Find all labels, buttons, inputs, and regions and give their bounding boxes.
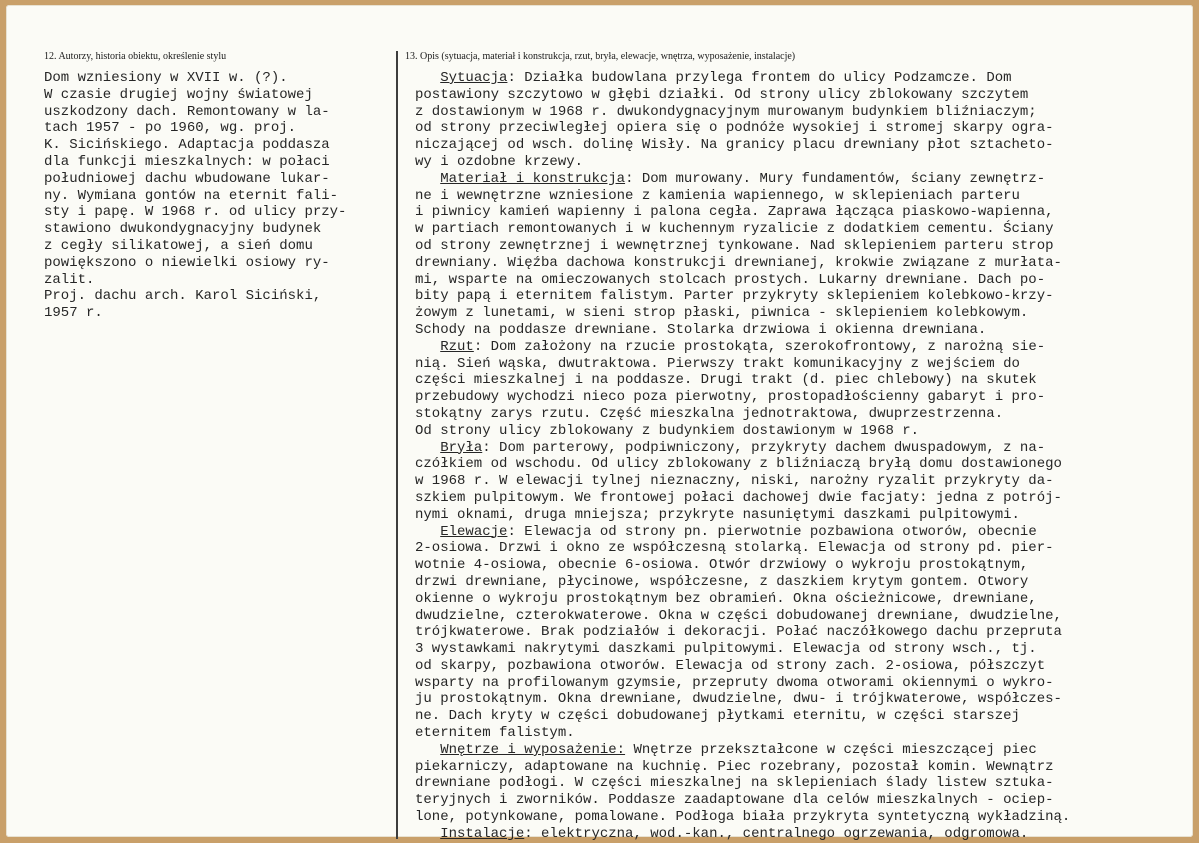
right-column-heading: 13. Opis (sytuacja, materiał i konstrukcja, rzut, bryła, elewacje, wnętrza, wyposażenie, instalacje) [405,51,796,62]
history-text [44,70,389,322]
section-label: Bryła [440,439,483,456]
text-line [415,826,1193,843]
text-line: południowej dachu wbudowane lukar- [44,170,330,187]
line-text: części mieszkalnej i na poddasze. Drugi trakt (d. piec chlebowy) na skutek [415,372,1037,389]
left-column [44,51,389,322]
text-line [415,423,1193,440]
line-text: postawiony szczytowo w głębi działki. Od strony ulicy zblokowany szczytem [415,86,1029,103]
text-line [415,221,1193,238]
text-line [415,339,1193,356]
text-line: dla funkcji mieszkalnych: w połaci [44,153,330,170]
text-line [415,440,1193,457]
text-line [415,204,1193,221]
text-line [415,171,1193,188]
line-text: czółkiem od wschodu. Od ulicy zblokowany z bliźniaczą bryłą domu dostawionego [415,456,1062,473]
text-line [415,809,1193,826]
line-text: nymi oknami, druga mniejsza; przykryte nasuniętymi daszkami pulpitowymi. [415,506,1020,523]
text-line: W czasie drugiej wojny światowej [44,86,313,103]
text-line: z cegły silikatowej, a sień domu [44,237,313,254]
line-text: bity papą i eternitem falistym. Parter przykryty sklepieniem kolebkowo-krzy- [415,288,1054,305]
text-line [415,87,1193,104]
record-card [6,5,1193,842]
section-label: Sytuacja [440,70,508,86]
text-line [415,356,1193,373]
text-line [415,507,1193,524]
text-line [415,372,1193,389]
description-text [415,70,1193,843]
line-text: lone, potynkowane, pomalowane. Podłoga biała przykryta syntetyczną wykładziną. [415,809,1071,826]
left-column-heading: 12. Autorzy, historia obiektu, określenie stylu [44,51,227,62]
line-text: eternitem falistym. [415,725,575,742]
line-text: stokątny zarys rzutu. Część mieszkalna jednotraktowa, dwuprzestrzenna. [415,405,1004,422]
line-text: : elektryczna, wod.-kan., centralnego ogrzewania, odgromowa. [524,825,1029,842]
line-text: nią. Sień wąska, dwutraktowa. Pierwszy trakt komunikacyjny z wejściem do [415,355,1020,372]
text-line [415,675,1193,692]
line-text: : Dom założony na rzucie prostokąta, szerokofrontowy, z narożną sie- [473,338,1046,355]
text-line [415,456,1193,473]
line-text: od strony przeciwległej opiera się o podnóże wysokiej i stromej skarpy ogra- [415,120,1054,137]
text-line [415,574,1193,591]
line-text: od strony zewnętrznej i wewnętrznej tynkowane. Nad sklepieniem parteru strop [415,237,1054,254]
right-column [405,51,1193,843]
line-text: ne. Dach kryty w części dobudowanej płytkami eternitu, w części starszej [415,708,1020,725]
line-text: niczającej od wsch. dolinę Wisły. Na granicy placu drewniany płot sztacheto- [415,137,1054,154]
line-text: : Działka budowlana przylega frontem do ulicy Podzamcze. Dom [507,70,1012,86]
line-text: wy i ozdobne krzewy. [415,153,584,170]
line-text: szkiem pulpitowym. We frontowej połaci dachowej dwie facjaty: jedna z potrój- [415,489,1062,506]
text-line [415,473,1193,490]
line-text: ne i wewnętrzne wzniesione z kamienia wapiennego, w sklepieniach parteru [415,187,1020,204]
line-text: Od strony ulicy zblokowany z budynkiem dostawionym w 1968 r. [415,422,920,439]
line-text: żowym z lunetami, w sieni strop płaski, piwnica - sklepieniem kolebkowym. [415,305,1029,322]
text-line [415,557,1193,574]
text-line [415,406,1193,423]
text-line [415,641,1193,658]
section-label: Wnętrze i wyposażenie: [440,741,626,758]
text-line [415,725,1193,742]
line-text: drewniane podłogi. W części mieszkalnej na sklepieniach ślady listew sztuka- [415,775,1054,792]
text-line [415,775,1193,792]
text-line: uszkodzony dach. Remontowany w la- [44,103,330,120]
line-text: drzwi drewniane, płycinowe, współczesne, z daszkiem krytym gontem. Otwory [415,573,1029,590]
text-line [415,624,1193,641]
line-text: okienne o wykroju prostokątnym bez obramień. Okna ościeżnicowe, drewniane, [415,590,1037,607]
line-text: : Dom murowany. Mury fundamentów, ściany zewnętrz- [625,170,1046,187]
text-line [415,70,1193,87]
line-text: : Dom parterowy, podpiwniczony, przykryty dachem dwuspadowym, z na- [482,439,1046,456]
line-text: mi, wsparte na omieczowanych stolcach prostych. Lukarny drewniane. Dach po- [415,271,1046,288]
text-line: stawiono dwukondygnacyjny budynek [44,221,322,238]
line-text: : Elewacja od strony pn. pierwotnie pozbawiona otworów, obecnie [507,523,1037,540]
text-line [415,608,1193,625]
line-text: wsparty na profilowanym gzymsie, przepruty dwoma otworami okiennymi o wykro- [415,674,1054,691]
text-line [415,591,1193,608]
line-text: przebudowy wychodzi nieco poza pierwotny, prostopadłościenny gabaryt i pro- [415,389,1046,406]
line-text: od skarpy, pozbawiona otworów. Elewacja od strony zach. 2-osiowa, półszczyt [415,657,1046,674]
line-text: teryjnych i zworników. Poddasze zaadaptowane dla celów mieszkalnych - ociep- [415,792,1054,809]
text-line: 1957 r. [44,305,103,322]
text-line: Dom wzniesiony w XVII w. (?). [44,70,288,86]
line-text: z dostawionym w 1968 r. dwukondygnacyjnym murowanym budynkiem bliźniaczym; [415,103,1037,120]
section-label: Materiał i konstrukcja [440,170,626,187]
text-line [415,104,1193,121]
text-line: K. Sicińskiego. Adaptacja poddasza [44,137,330,154]
line-text: 2-osiowa. Drzwi i okno ze współczesną stolarką. Elewacja od strony pd. pier- [415,540,1054,557]
text-line: sty i papę. W 1968 r. od ulicy przy- [44,204,347,221]
line-text: Schody na poddasze drewniane. Stolarka drzwiowa i okienna drewniana. [415,321,987,338]
text-line [415,120,1193,137]
text-line [415,188,1193,205]
text-line: tach 1957 - po 1960, wg. proj. [44,120,297,137]
text-line [415,708,1193,725]
line-text: i piwnicy kamień wapienny i palona cegła. Zaprawa łącząca piaskowo-wapienna, [415,204,1054,221]
line-text: w partiach remontowanych i w kuchennym ryzalicie z dodatkiem cementu. Ściany [415,221,1054,238]
line-text: wotnie 4-osiowa, obecnie 6-osiowa. Otwór drzwiowy o wykroju prostokątnym, [415,557,1029,574]
text-line [415,272,1193,289]
line-text: ju prostokątnym. Okna drewniane, dwudzielne, dwu- i trójkwaterowe, współczes- [415,691,1062,708]
text-line: powiększono o niewielki osiowy ry- [44,254,330,271]
text-line [415,742,1193,759]
line-text: trójkwaterowe. Brak podziałów i dekoracji. Połać naczółkowego dachu przepruta [415,624,1062,641]
section-label: Elewacje [440,523,508,540]
line-text: 3 wystawkami nakrytymi daszkami pulpitowymi. Elewacja od strony wsch., tj. [415,641,1037,658]
text-line [415,137,1193,154]
line-text: w 1968 r. W elewacji tylnej nieznaczny, niski, narożny ryzalit przykryty da- [415,473,1054,490]
section-label: Instalacje [440,825,525,842]
text-line [415,238,1193,255]
text-line [415,524,1193,541]
text-line [415,759,1193,776]
text-line [415,792,1193,809]
text-line [415,490,1193,507]
text-line [415,658,1193,675]
text-line [415,322,1193,339]
text-line [415,691,1193,708]
line-text: dwudzielne, czterokwaterowe. Okna w części dobudowanej drewniane, dwudzielne, [415,607,1062,624]
text-line [415,255,1193,272]
text-line [415,288,1193,305]
text-line [415,154,1193,171]
text-line [415,389,1193,406]
text-line: ny. Wymiana gontów na eternit fali- [44,187,339,204]
text-line: zalit. [44,271,95,288]
line-text: drewniany. Więźba dachowa konstrukcji drewnianej, krokwie związane z murłata- [415,254,1062,271]
text-line [415,540,1193,557]
column-divider [396,51,398,839]
line-text: piekarniczy, adaptowane na kuchnię. Piec rozebrany, pozostał komin. Wewnątrz [415,758,1054,775]
line-text: Wnętrze przekształcone w części mieszczącej piec [625,741,1037,758]
text-line: Proj. dachu arch. Karol Siciński, [44,288,322,305]
text-line [415,305,1193,322]
section-label: Rzut [440,338,474,355]
